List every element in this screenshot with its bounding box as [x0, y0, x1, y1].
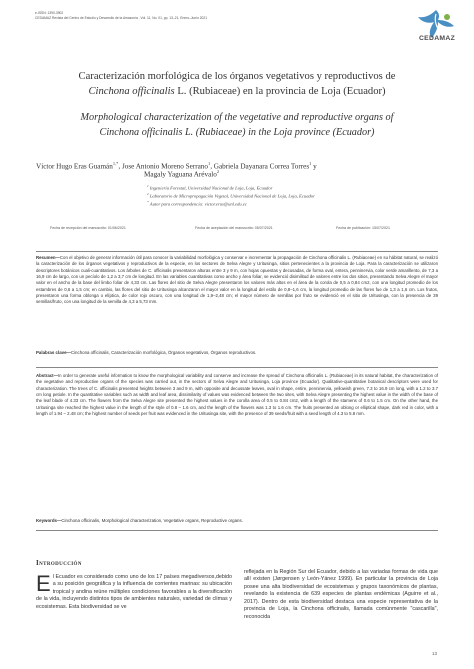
author-list-line2	[144, 169, 219, 178]
correspondence-email: Autor para correspondencia: victor.eras@unl.edu.ec	[148, 201, 247, 207]
author-3-affil: 1	[309, 161, 312, 166]
journal-issn: e-ISSN: 1390-3902	[35, 11, 64, 15]
author-1-affil: 1,*	[112, 161, 119, 166]
intro-column-right-text: reflejada en la Región Sur del Ecuador, debido a las variadas formas de vida que allí existen (Jørgensen y León-Yánez 1999). En particular la provincia de Loja posee una alta biodiversidad de ecosistemas y grupos taxonómicos de plantas, revelando la existencia de 639 especies de plantas endémicas (Aguirre et al., 2017). Dentro de esta biodiversidad destaca una especie representativa de la provincia de Loja, la Cinchona officinalis, llamada comúnmente "cascarilla", reconocida	[244, 569, 438, 620]
title-spanish-line2-rest: L. (Rubiaceae) en la provincia de Loja (Ecuador)	[174, 86, 386, 97]
date-published: Fecha de publicación: 15/07/2021	[336, 226, 390, 230]
affiliation-2-text: Laboratorio de Micropropagación Vegetal, Universidad Nacional de Loja, Loja, Ecuador	[148, 193, 315, 199]
intro-column-left	[36, 571, 232, 611]
title-english-line2: Cinchona officinalis L. (Rubiaceae) in the Loja province (Ecuador)	[99, 126, 375, 138]
keywords-text: Cinchona officinalis, Morphological characterization, Vegetative organs, Reproductive organs.	[61, 518, 243, 523]
title-english	[50, 111, 424, 140]
intro-column-left-text: l Ecuador es considerado como uno de los 17 países megadiversos,debido a su posición geográfica y la influencia de corrientes marinas: su ubicación tropical y andina reúne múltiples condiciones favorables a la diversificación de la vida, incluyendo distintos tipos de ambientes naturales, variedad de climas y ecosistemas. Esta biodiversidad se ve	[36, 574, 232, 610]
correspondence	[147, 199, 247, 208]
author-1: Víctor Hugo Eras Guamán	[36, 162, 113, 171]
keywords	[36, 518, 438, 523]
journal-header	[35, 11, 355, 21]
keywords-label: Keywords—	[36, 518, 62, 523]
title-spanish-line1: Caracterización morfológica de los órganos vegetativos y reproductivos de	[78, 71, 396, 82]
divider-resumen-top	[36, 251, 438, 252]
palabras-clave-text: Cinchona officinalis, Caracterización morfológica, Órganos vegetativos, Órganos reproductivos.	[70, 350, 257, 355]
journal-citation: CEDAMAZ Revista del Centro de Estudio y Desarrollo de la Amazonía , Vol. 11, No. 01, pp. 13–21, Enero–Junio 2021	[35, 16, 208, 20]
resumen-label: Resumen—	[36, 255, 60, 260]
abstract-label: Abstract—	[36, 373, 58, 378]
palabras-clave	[36, 350, 438, 355]
author-3: , Gabriela Dayanara Correa Torres	[210, 162, 310, 171]
intro-dropcap: E	[36, 571, 51, 596]
divider-body-top	[36, 530, 438, 531]
title-english-line1: Morphological characterization of the vegetative and reproductive organs of	[80, 112, 394, 123]
affiliation-1-text: Ingeniería Forestal, Universidad Nacional de Loja, Loja, Ecuador	[148, 185, 273, 191]
date-received: Fecha de recepción del manuscrito: 01/06/2021	[50, 226, 126, 230]
resumen-text: Con el objetivo de generar información útil para conocer la variabilidad morfológica y conservar e incrementar la propagación de Cinchona officinalis L. (Rubiaceae) en su hábitat natural, se realizó la caracterización de los órganos vegetativos y reproductivos de la especie, en los sectores de Selva Alegre y Uritusinga, sitios pertenecientes a la provincia de Loja. Para la caracterización se utilizaron descriptores botánicos cuali-cuantitativos. Los árboles de C. officinalis presentaron alturas entre 3 y 9 m, con hojas opuestas y decusadas, de forma oval, entera, penninervia, color verde amarillento, de 7,3 a 16,9 cm de largo, con un pecíolo de 1,2 a 3,7 cm de longitud. En las variables cuantitativas como ancho y área foliar, se evidenció disimilitud de valores entre los dos sitios, presentando Selva Alegre el mayor valor en el ancho de la base del limbo foliar de 4,33 cm. Las flores del sitio de Selva Alegre presentaron los valores más altos en el área de la corola de 0,5 a 0,84 cm2, con una longitud promedio de los estambres de 0,6 a 1,5 cm; en cambio, las flores del sitio de Uritusinga alcanzaron el mayor valor en la longitud del estilo de 0,8–1,6 cm, la longitud promedio de las flores fue de 1,3 a 1,6 cm. Los frutos, presentaron una forma oblonga o elíptica, de color rojo oscuro, con una longitud de 1,9–2,48 cm; el mayor número de semillas por fruto se evidenció en el sitio de Uritusinga, con la presencia de 39 semillas/fruto, con una longitud de la semilla de 4,3 a 5,73 mm.	[36, 255, 438, 305]
intro-column-right	[244, 569, 438, 621]
title-species-name: Cinchona officinalis	[88, 86, 175, 97]
page-number: 13	[432, 651, 437, 656]
author-2: , Jose Antonio Moreno Serrano	[118, 162, 208, 171]
resumen-paragraph	[36, 255, 438, 306]
affiliation-1-marker: 1	[147, 184, 149, 188]
affiliation-2-marker: 2	[147, 192, 149, 196]
palabras-clave-label: Palabras clave—	[36, 350, 71, 355]
author-4-affil: 2	[216, 169, 220, 174]
abstract-text: In order to generate useful information to know the morphological variability and conserve and increase the spread of Cinchona officinalis L. (Rubiaceae) in its natural habitat, the characterization of the vegetative and reproductive organs of the species was carried out, in the sectors of Selva Alegre and Uritusinga, Loja province (Ecuador). Qualitative-quantitative botanical descriptors were used for characterization. The trees of C. officinalis presented heights between 3 and 9 m, with opposite and decussate leaves, oval in shape, entire, penninervia, yellowish green, 7.3 to 16.9 cm long, with a 1.2 to 3.7 cm long petiole. In the quantitative variables such as width and leaf area, dissimilarity of values was evidenced between the two sites, with Selva Alegre presenting the highest value in the width of the base of the leaf blade of 4.33 cm. The flowers from the Selva Alegre site presented the highest values in the corolla area of 0.5 to 0.84 cm2, with a length of the stamens of 0.6 to 1.5 cm. On the other hand, the Uritusinga site reached the highest value in the length of the style of 0.8 – 1.6 cm, and the length of the flowers was 1.3 to 1.6 cm. The fruits presented an oblong or elliptical shape, dark red in color, with a length of 1.94 – 2.48 cm; the highest number of seeds per fruit was evidenced in the Uritusinga site, with the presence of 39 seeds/fruit with a seed length of 4.3 to 5.8 mm.	[36, 373, 438, 417]
author-list	[36, 158, 436, 172]
abstract-paragraph	[36, 373, 438, 417]
section-heading-introduccion: Introducción	[36, 559, 82, 567]
correspondence-marker: *	[147, 200, 149, 204]
divider-abstract-top	[36, 367, 438, 368]
author-4: Magaly Yaguana Arévalo	[144, 170, 217, 179]
logo-wordmark: CEDAMAZ	[418, 35, 456, 42]
title-spanish	[50, 69, 424, 99]
author-2-affil: 1	[208, 161, 211, 166]
date-accepted: Fecha de aceptación del manuscrito: 05/07/2021	[195, 226, 273, 230]
author-conjunction: y	[311, 162, 317, 171]
title-spanish-line2	[50, 84, 424, 99]
